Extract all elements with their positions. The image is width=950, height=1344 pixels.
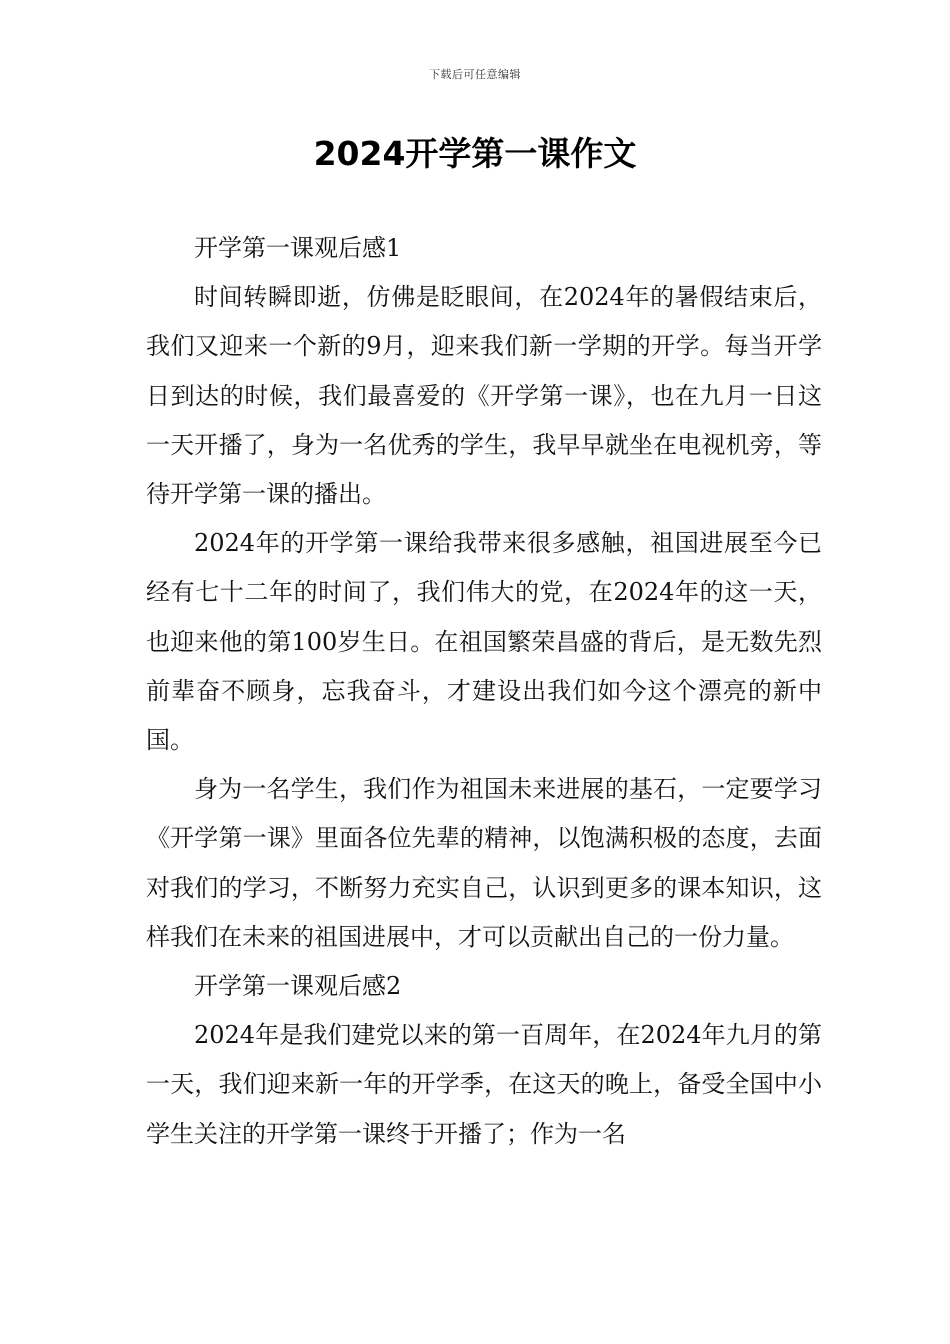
- document-title: 2024开学第一课作文: [313, 134, 637, 173]
- document-body: [146, 224, 822, 1159]
- section-heading-2: 开学第一课观后感2: [194, 972, 402, 1001]
- paragraph: 时间转瞬即逝，仿佛是眨眼间，在2024年的暑假结束后，我们又迎来一个新的9月，迎来我们新一学期的开学。每当开学日到达的时候，我们最喜爱的《开学第一课》，也在九月一日这一天开播了，身为一名优秀的学生，我早早就坐在电视机旁，等待开学第一课的播出。: [146, 283, 822, 509]
- section-heading-1: 开学第一课观后感1: [194, 234, 402, 262]
- paragraph: 2024年的开学第一课给我带来很多感触，祖国进展至今已经有七十二年的时间了，我们伟大的党，在2024年的这一天，也迎来他的第100岁生日。在祖国繁荣昌盛的背后，是无数先烈前辈奋不顾身，忘我奋斗，才建设出我们如今这个漂亮的新中国。: [146, 529, 822, 755]
- paragraph: 身为一名学生，我们作为祖国未来进展的基石，一定要学习《开学第一课》里面各位先辈的精神，以饱满积极的态度，去面对我们的学习，不断努力充实自己，认识到更多的课本知识，这样我们在未来的祖国进展中，才可以贡献出自己的一份力量。: [146, 775, 822, 951]
- paragraph: 2024年是我们建党以来的第一百周年，在2024年九月的第一天，我们迎来新一年的开学季，在这天的晚上，备受全国中小学生关注的开学第一课终于开播了；作为一名: [146, 1021, 822, 1148]
- header-note: 下载后可任意编辑: [429, 68, 521, 81]
